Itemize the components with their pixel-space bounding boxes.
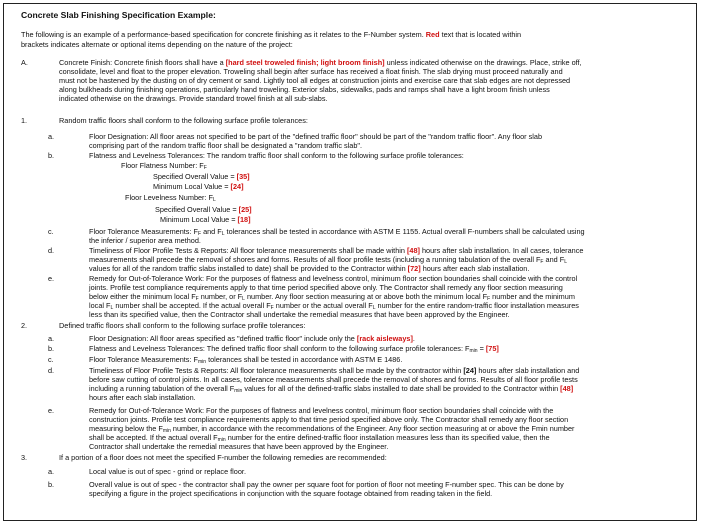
s2-b-line: Flatness and Levelness Tolerances: The defined traffic floor shall conform to the following surface profile tolerances: $F_{min} = [75]$ — [89, 344, 499, 354]
intro-line-2: brackets indicates alternate or optional items depending on the nature of the project: — [21, 40, 293, 49]
section-a-line-4: along bulkheads during finishing operations, particularly hand troweling. Exterior slabs, sidewalks, pads and ramps shall have a light broom finish unless — [59, 85, 550, 94]
s1-a-line-1: Floor Designation: All floor areas not specified to be part of the "defined traffic floor" should be part of the "random traffic floor". Any floor slab — [89, 132, 543, 141]
s3-a-marker: a. — [48, 467, 55, 476]
s2-e-line-2: construction joints. Profile test compliance requirements apply to that time period specified above only. The Contractor shall remedy any floor section — [89, 415, 569, 424]
floor-flatness-label: Floor Flatness Number: $F_F$ — [121, 161, 207, 171]
s1-a-line-2: comprising part of the random traffic floor shall be designated a "random traffic slab". — [89, 141, 363, 150]
s2-e-marker: e. — [48, 406, 55, 415]
s3-b-line-1: Overall value is out of spec - the contractor shall pay the owner per square foot for portion of floor not meeting F-number spec. This can be done by — [89, 480, 564, 489]
s2-d-line-4: hours after each slab installation. — [89, 393, 196, 402]
s3-b-line-2: specifying a figure in the project specifications in conjunction with the square footage obtained from reading taken in the field. — [89, 489, 493, 498]
s1-e-line-5: less than its specified value, then the Contractor shall undertake the remedial measures that have been approved by the Engineer. — [89, 310, 510, 319]
fl-specified-overall: Specified Overall Value = [25] — [155, 205, 252, 214]
s2-a-marker: a. — [48, 334, 55, 343]
section-a-marker: A. — [21, 58, 28, 67]
s2-e-line-5: Contractor shall undertake the remedial measures that have been approved by the Engineer. — [89, 442, 389, 451]
fl-minimum-local: Minimum Local Value = [18] — [160, 215, 251, 224]
section-2-heading: Defined traffic floors shall conform to the following surface profile tolerances: — [59, 321, 306, 330]
intro-line-1: The following is an example of a performance-based specification for concrete finishing as it relates to the F-Number system. Red text that is located within — [21, 30, 522, 39]
section-3-marker: 3. — [21, 453, 28, 462]
s1-e-line-4: local $F_L$ number shall be accepted. If the actual overall $F_F$ number or the actual overall $F_L$ number for the entire random-traffic floor installation measures — [89, 301, 579, 311]
s1-d-line-3: values for all of the random traffic slabs installed to date) shall be provided to the Contractor within [72] hours after each slab installation. — [89, 264, 530, 273]
s1-e-line-1: Remedy for Out-of-Tolerance Work: For the purposes of flatness and levelness control, minimum floor section boundaries shall coincide with the control — [89, 274, 578, 283]
s2-e-line-4: shall be accepted. If the actual overall $F_{min}$ number for the entire defined-traffic floor installation measures less than its specified value, then the — [89, 433, 550, 443]
ff-minimum-local: Minimum Local Value = [24] — [153, 182, 244, 191]
s2-d-line-2: before saw cutting of control joints. In all cases, tolerance measurements shall precede the removal of shores and forms. Results of all floor profile tests — [89, 375, 578, 384]
section-1-marker: 1. — [21, 116, 28, 125]
section-a-line-3: must not be hastened by the dusting on of dry cement or sand. Lightly tool all edges at construction joints and exercise care that slab edges are not depressed — [59, 76, 571, 85]
s2-e-line-3: measuring below the $F_{min}$ number, in accordance with the recommendations of the Engineer. Any floor section measuring at or above the Fmin number — [89, 424, 575, 434]
s1-c-line-1: Floor Tolerance Measurements: $F_F$ and $F_L$ tolerances shall be tested in accordance with ASTM E 1155. Actual overall F-numbers shall be calculated using — [89, 227, 585, 237]
s1-a-marker: a. — [48, 132, 55, 141]
s1-b-line-1: Flatness and Levelness Tolerances: The random traffic floor shall conform to the following surface profile tolerances: — [89, 151, 464, 160]
s1-e-line-3: below either the minimum local $F_F$ number, or $F_L$ number. Any floor section measuring at or above both the minimum local $F_F$ number and the minimum — [89, 292, 575, 302]
s2-d-line-3: including a running tabulation of the overall $F_{min}$ values for all of the defined-traffic slabs installed to date shall be provided to the Contractor within [48] — [89, 384, 574, 394]
s2-c-marker: c. — [48, 355, 54, 364]
section-2-marker: 2. — [21, 321, 28, 330]
s3-b-marker: b. — [48, 480, 55, 489]
s2-d-marker: d. — [48, 366, 55, 375]
s2-b-marker: b. — [48, 344, 55, 353]
floor-levelness-label: Floor Levelness Number: $F_L$ — [125, 193, 216, 203]
document-title: Concrete Slab Finishing Specification Example: — [21, 10, 216, 20]
section-a-line-1: Concrete Finish: Concrete finish floors shall have a [hard steel troweled finish; light broom finish] unless indicated otherwise on the drawings. Place, strike off, — [59, 58, 582, 67]
section-a-line-5: indicated otherwise on the drawings. Provide standard trowel finish at all sub-slabs. — [59, 94, 328, 103]
s1-c-line-2: the inferior / superior area method. — [89, 236, 201, 245]
s2-a-line: Floor Designation: All floor areas specified as "defined traffic floor" include only the [rack aisleways]. — [89, 334, 415, 343]
s1-e-line-2: joints. Profile test compliance requirements apply to that time period specified above only. The Contractor shall remedy any floor section measuring — [89, 283, 563, 292]
s2-d-line-1: Timeliness of Floor Profile Tests & Reports: All floor tolerance measurements shall be made by the contractor within [24] hours after slab installation and — [89, 366, 580, 375]
s1-d-line-2: measurements shall precede the removal of shores and forms. Results of all floor profile tests (including a running tabulation of the overall $F_F$ and $F_L$ — [89, 255, 567, 265]
s1-e-marker: e. — [48, 274, 55, 283]
section-a-line-2: consolidate, level and float to the proper elevation. Troweling shall begin after surface has received a float finish. The slab drying must proceed naturally and — [59, 67, 563, 76]
s2-c-line: Floor Tolerance Measurements: $F_{min}$ tolerances shall be tested in accordance with ASTM E 1486. — [89, 355, 403, 365]
s1-c-marker: c. — [48, 227, 54, 236]
section-1-heading: Random traffic floors shall conform to the following surface profile tolerances: — [59, 116, 308, 125]
s1-b-marker: b. — [48, 151, 55, 160]
s1-d-line-1: Timeliness of Floor Profile Tests & Reports: All floor tolerance measurements shall be made within [48] hours after slab installation. In all cases, tolerance — [89, 246, 584, 255]
s1-d-marker: d. — [48, 246, 55, 255]
s3-a-line: Local value is out of spec - grind or replace floor. — [89, 467, 246, 476]
section-3-heading: If a portion of a floor does not meet the specified F-number the following remedies are recommended: — [59, 453, 387, 462]
s2-e-line-1: Remedy for Out-of-Tolerance Work: For the purposes of flatness and levelness control, minimum floor section boundaries shall coincide with the — [89, 406, 554, 415]
ff-specified-overall: Specified Overall Value = [35] — [153, 172, 250, 181]
